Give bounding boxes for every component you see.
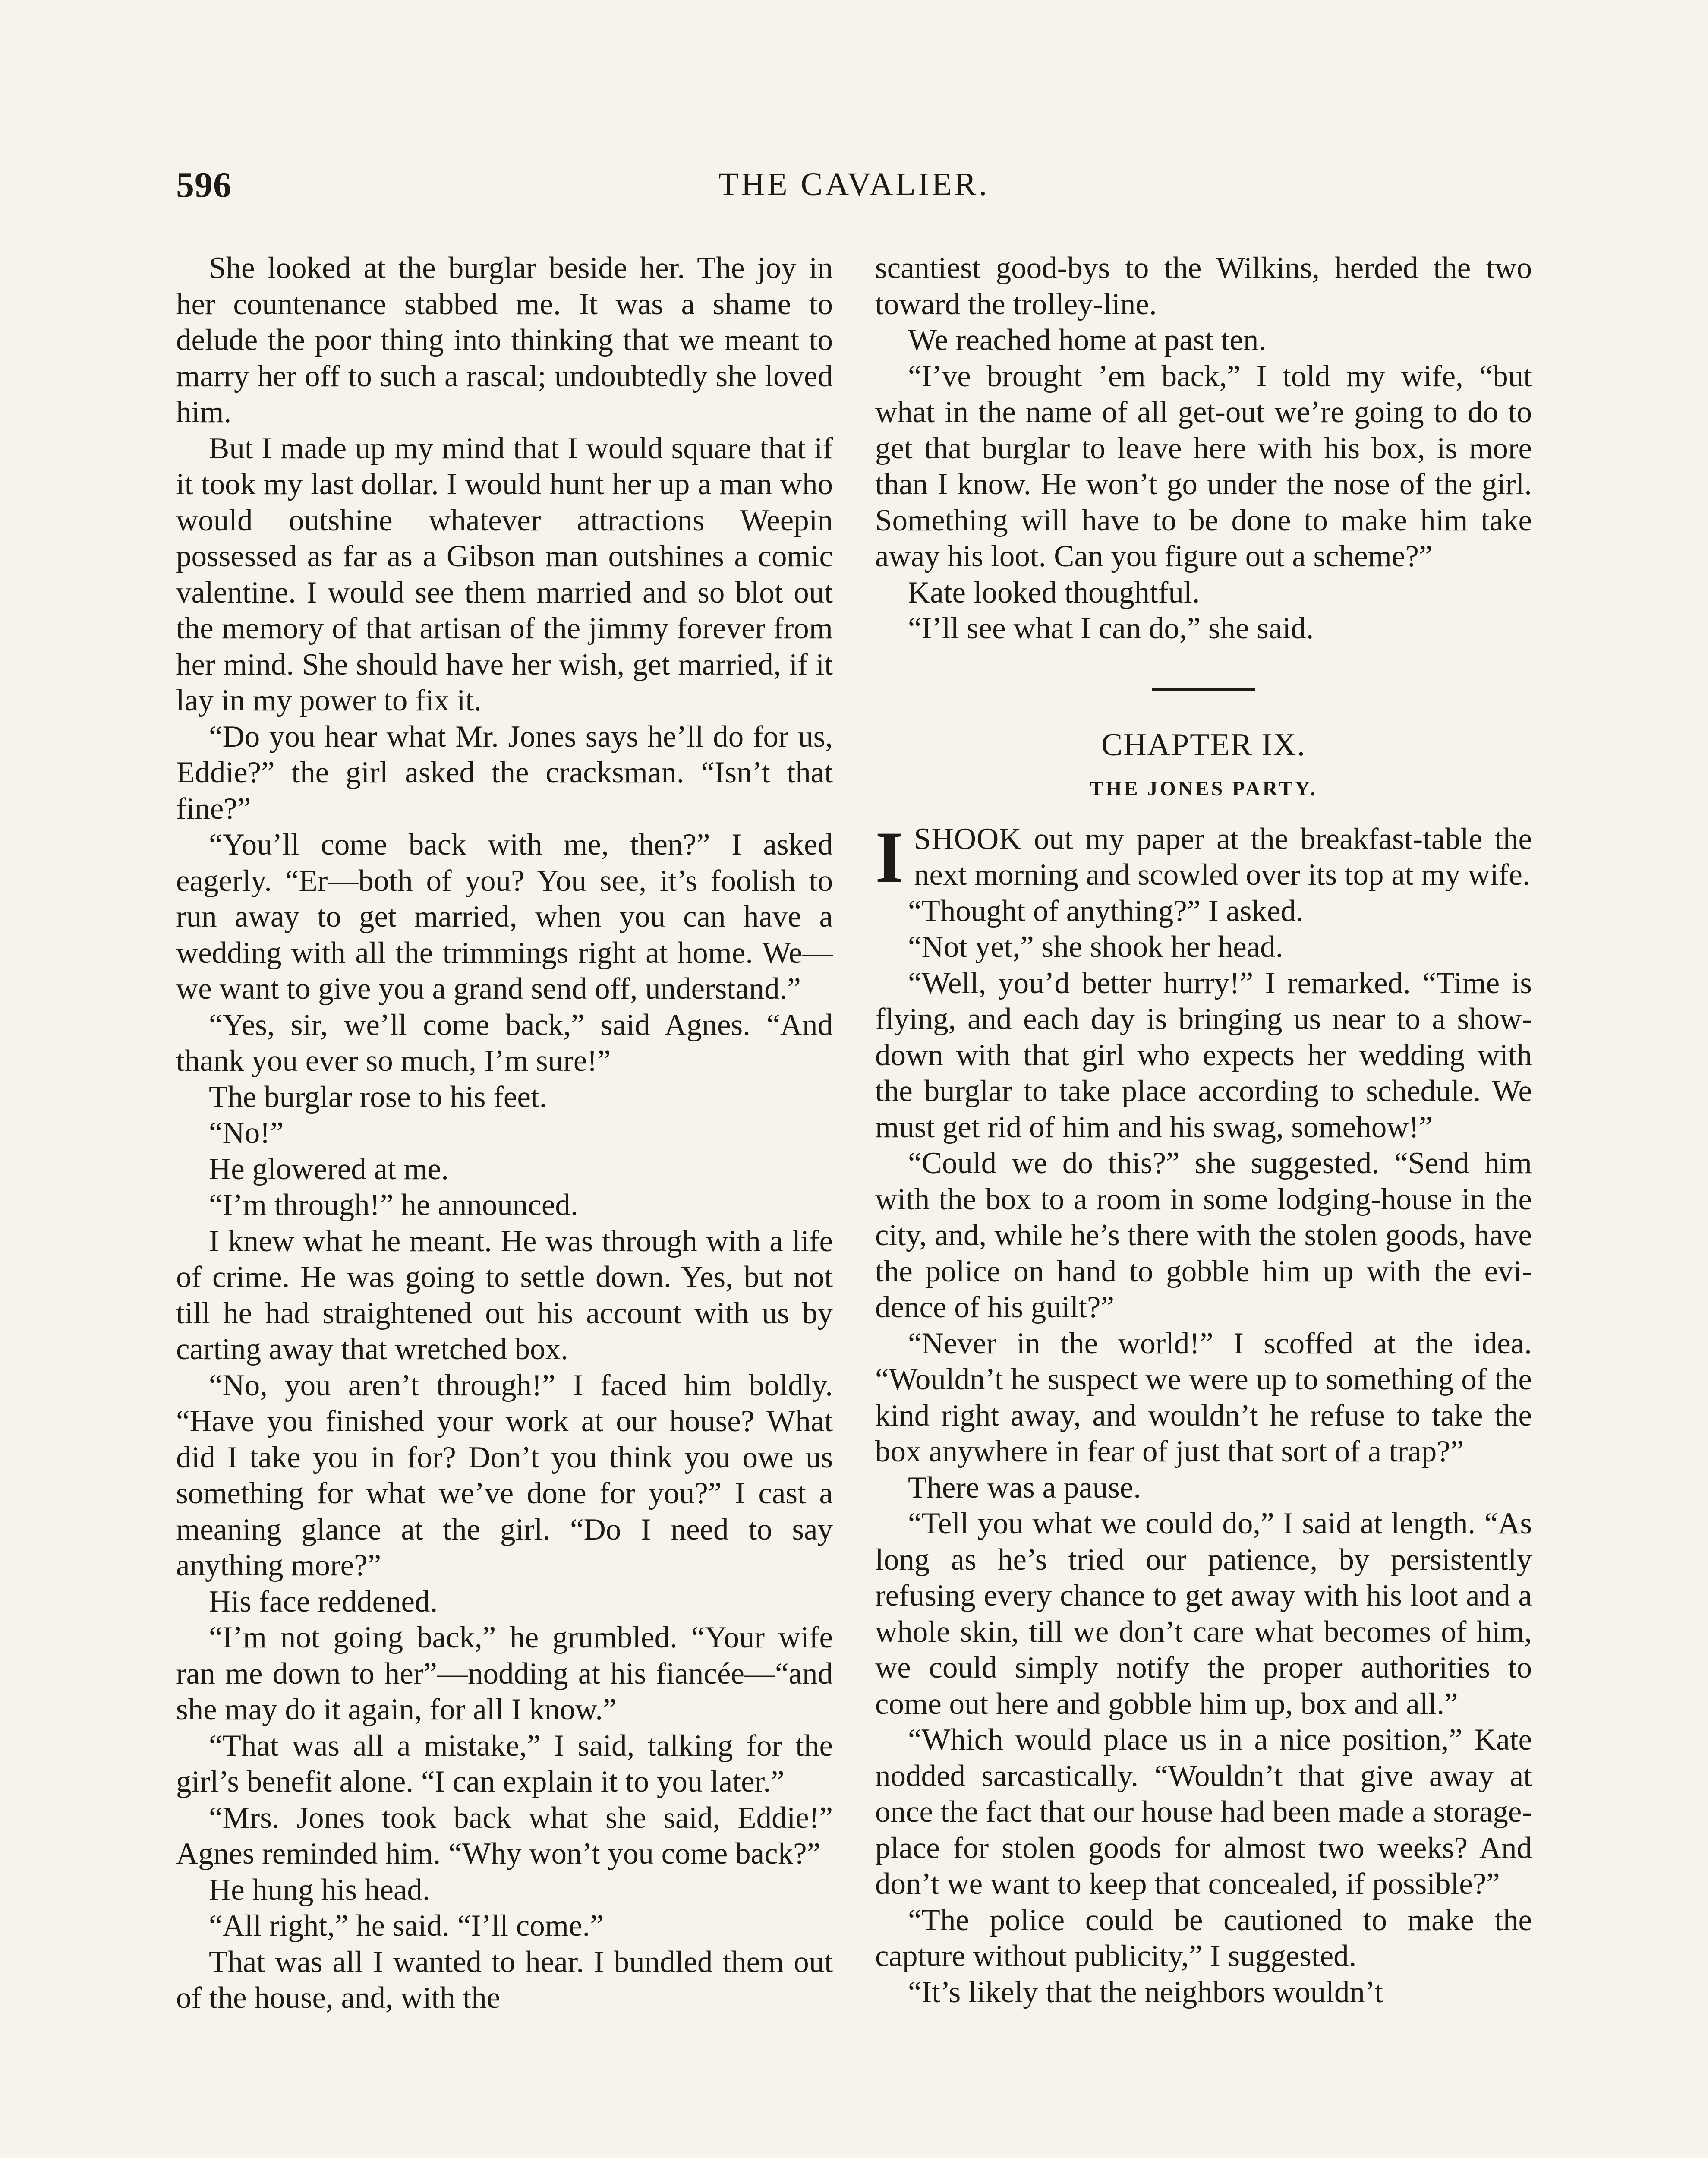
paragraph: But I made up my mind that I would square that if it took my last dollar. I would hunt her up a man who would outshine whatever attractions Weepin possessed as far as a Gibson man outshines a comic valentine. I would see them married and so blot out the memory of that artisan of the jimmy forever from her mind. She should have her wish, get married, if it lay in my power to fix it. <box>176 431 833 717</box>
paragraph: His face reddened. <box>209 1584 438 1618</box>
page-number: 596 <box>176 165 232 205</box>
right-column <box>875 250 1532 2010</box>
paragraph: “Tell you what we could do,” I said at length. “As long as he’s tried our patience, by persistently refusing every chance to get away with his loot and a whole skin, till we don’t care what becomes of him, we could simply notify the proper authorities to come out here and gobble him up, box and all.” <box>875 1507 1532 1721</box>
paragraph: “Could we do this?” she suggested. “Send him with the box to a room in some lodging-house in the city, and, while he’s there with the stolen goods, have the police on hand to gobble him up with the evidence of his guilt?” <box>875 1146 1532 1324</box>
paragraph: “Well, you’d better hurry!” I remarked. “Time is flying, and each day is bringing us near to a show-down with that girl who expects her wedding with the burglar to take place according to schedule. We must get rid of him and his swag, somehow!” <box>875 966 1532 1144</box>
paragraph: There was a pause. <box>908 1470 1141 1505</box>
paragraph: “I’m through!” he announced. <box>209 1188 578 1222</box>
paragraph: “I’m not going back,” he grumbled. “Your wife ran me down to her”—nodding at his fiancée—“and she may do it again, for all I know.” <box>176 1621 833 1726</box>
paragraph: “No, you aren’t through!” I faced him boldly. “Have you finished your work at our house? What did I take you in for? Don’t you think you owe us something for what we’ve done for you?” I cast a meaning glance at the girl. “Do I need to say anything more?” <box>176 1368 833 1582</box>
opening-text: out my paper at the breakfast-table the next morning and scowled over its top at my wife. <box>914 822 1532 892</box>
paragraph: “All right,” he said. “I’ll come.” <box>209 1909 604 1943</box>
paragraph: He hung his head. <box>209 1873 430 1907</box>
paragraph: “It’s likely that the neighbors wouldn’t <box>908 1975 1383 2009</box>
paragraph: “Which would place us in a nice position,” Kate nodded sarcastically. “Wouldn’t that give away at once the fact that our house had been made a storage-place for stolen goods for almost two weeks? And don’t we want to keep that concealed, if possible?” <box>875 1723 1532 1901</box>
paragraph: “Do you hear what Mr. Jones says he’ll do for us, Eddie?” the girl asked the cracksman. “Isn’t that fine?” <box>176 719 833 826</box>
paragraph: “No!” <box>209 1116 284 1150</box>
paragraph: That was all I wanted to hear. I bundled them out of the house, and, with the <box>176 1945 833 2015</box>
paragraph: “The police could be cautioned to make the capture without publicity,” I suggested. <box>875 1903 1532 1973</box>
opening-smallcaps: SHOOK <box>914 822 1022 856</box>
paragraph: I knew what he meant. He was through with a life of crime. He was going to settle down. Yes, but not till he had straightened out his account with us by carting away that wretched box. <box>176 1224 833 1366</box>
paragraph: “Never in the world!” I scoffed at the idea. “Wouldn’t he suspect we were up to something of the kind right away, and wouldn’t he refuse to take the box anywhere in fear of just that sort of a trap?” <box>875 1326 1532 1468</box>
paragraph: She looked at the burglar beside her. The joy in her countenance stabbed me. It was a shame to delude the poor thing into thinking that we meant to marry her off to such a rascal; undoubtedly she loved him. <box>176 251 833 429</box>
paragraph: We reached home at past ten. <box>908 323 1267 357</box>
chapter-title: CHAPTER IX. <box>1101 727 1306 763</box>
paragraph: The burglar rose to his feet. <box>209 1080 547 1114</box>
paragraph: “Thought of anything?” I asked. <box>908 894 1304 928</box>
left-column <box>176 250 833 2016</box>
paragraph: “I’ll see what I can do,” she said. <box>908 612 1314 645</box>
section-divider <box>1152 688 1255 691</box>
paragraph: He glowered at me. <box>209 1152 449 1186</box>
chapter-subtitle: THE JONES PARTY. <box>1090 777 1317 800</box>
paragraph: “Yes, sir, we’ll come back,” said Agnes. “And thank you ever so much, I’m sure!” <box>176 1008 833 1078</box>
paragraph: scantiest good-bys to the Wilkins, herded the two toward the trolley-line. <box>875 251 1532 321</box>
paragraph: “I’ve brought ’em back,” I told my wife, “but what in the name of all get-out we’re going to do to get that burglar to leave here with his box, is more than I know. He won’t go under the nose of the girl. Something will have to be done to make him take away his loot. Can you figure out a scheme?” <box>875 359 1532 573</box>
running-head: THE CAVALIER. <box>718 166 990 202</box>
paragraph: “Mrs. Jones took back what she said, Eddie!” Agnes reminded him. “Why won’t you come back?” <box>176 1801 833 1871</box>
paragraph: Kate looked thoughtful. <box>908 575 1200 609</box>
paragraph: “Not yet,” she shook her head. <box>908 930 1283 964</box>
paragraph: “That was all a mistake,” I said, talking for the girl’s benefit alone. “I can explain it to you later.” <box>176 1729 833 1798</box>
paragraph: “You’ll come back with me, then?” I asked eagerly. “Er—both of you? You see, it’s foolish to run away to get married, when you can have a wedding with all the trimmings right at home. We—we want to give you a grand send off, understand.” <box>176 828 833 1006</box>
drop-cap: I <box>875 816 904 898</box>
chapter-opening-paragraph <box>875 816 1532 898</box>
